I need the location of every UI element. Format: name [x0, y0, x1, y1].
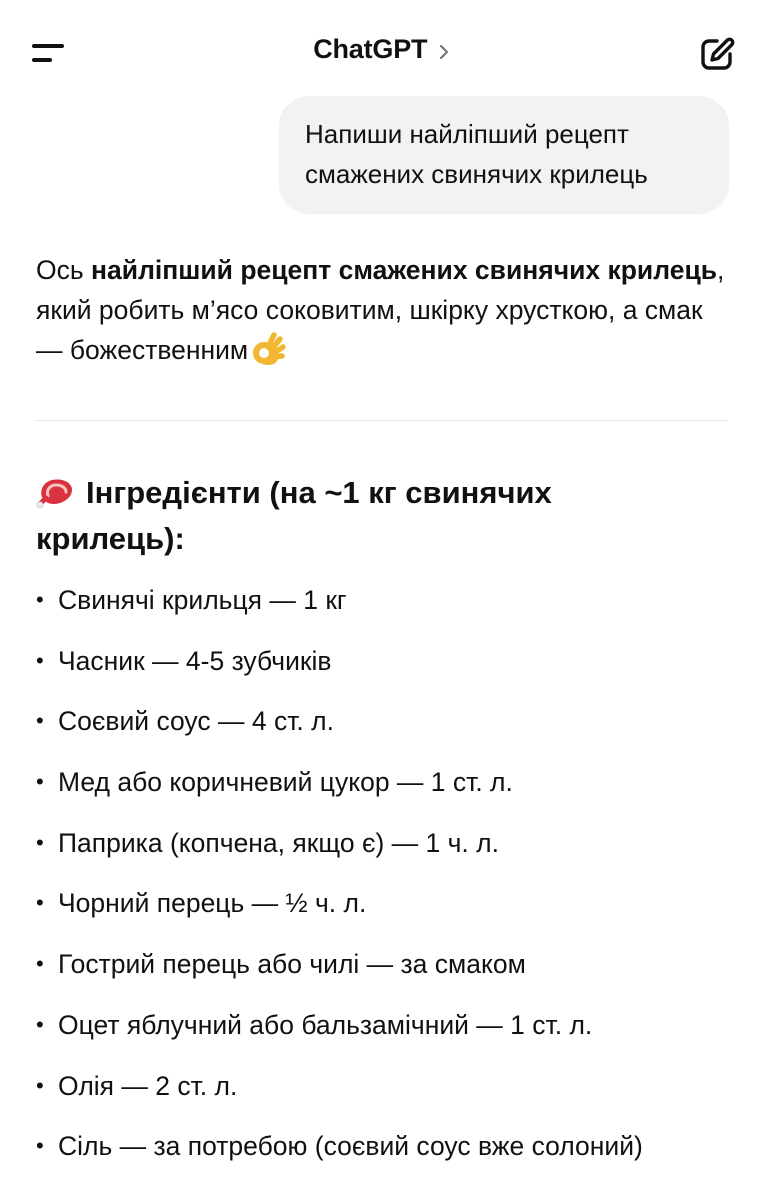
ingredient-text: Свинячі крильця — 1 кг [58, 585, 347, 615]
chevron-right-icon [438, 43, 450, 61]
ingredients-list [36, 570, 736, 1177]
ingredient-text: Сіль — за потребою (соєвий соус вже солоний) [58, 1131, 643, 1162]
user-message-text: Напиши найліпший рецепт смажених свинячих крилець [305, 119, 648, 189]
bullet: • [36, 587, 44, 612]
app-title: ChatGPT [313, 34, 428, 64]
ingredient-text: Соєвий соус — 4 ст. л. [58, 706, 334, 737]
intro-bold: найліпший рецепт смажених свинячих крилець [91, 255, 718, 285]
user-message-bubble [279, 96, 729, 214]
bullet: • [36, 1133, 44, 1159]
bullet: • [36, 647, 44, 673]
list-item [36, 873, 736, 934]
ingredients-heading-text: Інгредієнти (на ~1 кг свинячих крилець): [36, 475, 552, 556]
assistant-message [36, 250, 728, 370]
list-item [36, 1116, 736, 1177]
edit-icon [697, 34, 737, 74]
list-item [36, 631, 736, 692]
bullet: • [36, 708, 44, 734]
list-item [36, 934, 736, 995]
intro-prefix: Ось [36, 255, 92, 285]
ingredient-text: Олія — 2 ст. л. [58, 1070, 238, 1101]
assistant-intro [36, 250, 728, 370]
bullet: • [36, 769, 44, 795]
intro-suffix: , який робить м’ясо соковитим, шкірку хрусткою, а смак — божественним [36, 255, 725, 365]
divider [36, 420, 728, 421]
ingredient-text: Гострий перець або чилі — за смаком [58, 949, 526, 980]
bullet: • [36, 1072, 44, 1098]
ingredient-text: Часник — 4-5 зубчиків [58, 645, 332, 676]
meat-emoji [36, 474, 76, 510]
list-item [36, 752, 736, 813]
list-item [36, 995, 736, 1056]
new-chat-button[interactable] [697, 34, 737, 74]
ingredient-text: Оцет яблучний або бальзамічний — 1 ст. л. [58, 1009, 593, 1040]
bullet: • [36, 1011, 44, 1037]
ingredient-text: Мед або коричневий цукор — 1 ст. л. [58, 767, 513, 798]
list-item [36, 813, 736, 874]
ok-hand-emoji [252, 331, 286, 367]
list-item [36, 1056, 736, 1117]
ingredient-text: Паприка (копчена, якщо є) — 1 ч. л. [58, 827, 499, 858]
ingredients-heading [36, 470, 696, 562]
ingredient-text: Чорний перець — ½ ч. л. [58, 888, 367, 919]
bullet: • [36, 951, 44, 977]
list-item [36, 570, 736, 631]
bullet: • [36, 829, 44, 855]
bullet: • [36, 890, 44, 916]
list-item [36, 691, 736, 752]
top-bar [0, 0, 763, 104]
model-selector[interactable] [0, 34, 763, 65]
